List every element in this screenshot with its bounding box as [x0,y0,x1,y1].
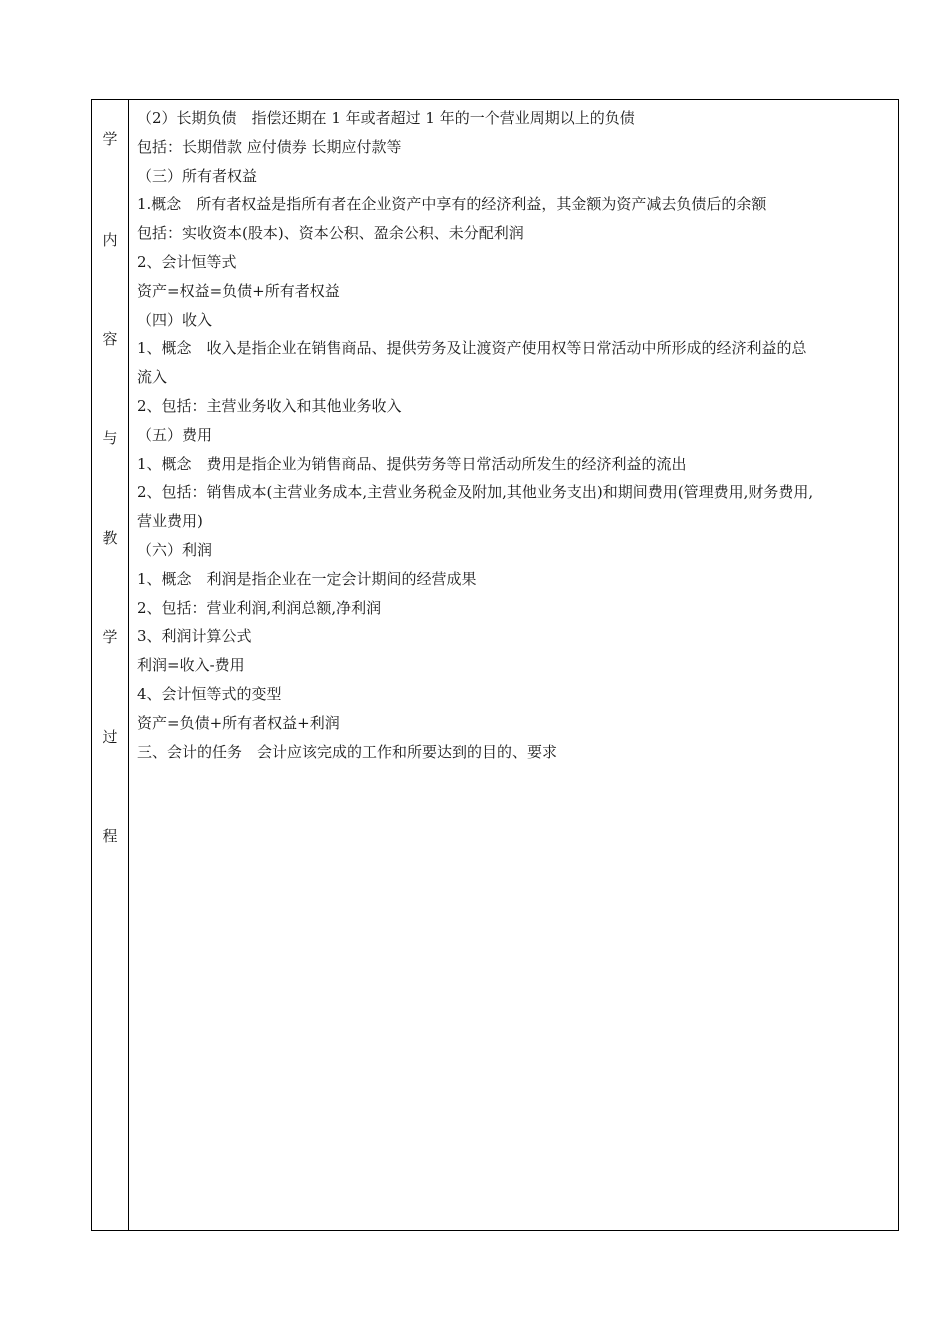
content-line: 4、会计恒等式的变型 [137,684,282,703]
content-line: 资产=权益=负债+所有者权益 [137,281,340,300]
content-line: 三、会计的任务 会计应该完成的工作和所要达到的目的、要求 [137,742,558,761]
content-line: 资产=负债+所有者权益+利润 [137,713,340,732]
content-line: 包括：长期借款 应付债券 长期应付款等 [137,137,402,156]
content-line: （六）利润 [137,540,213,559]
content-line: （五）费用 [137,425,213,444]
content-line: 流入 [137,368,168,387]
content-line: 1、概念 费用是指企业为销售商品、提供劳务等日常活动所发生的经济利益的流出 [137,454,687,473]
content-line: 3、利润计算公式 [137,627,252,646]
lesson-table [91,99,899,1231]
content-line: 1.概念 所有者权益是指所有者在企业资产中享有的经济利益，其金额为资产减去负债后的余额 [137,195,767,214]
lesson-content [137,104,892,766]
section-label-char: 过 [102,728,118,746]
section-label-char: 程 [102,827,118,845]
content-line: 2、包括：主营业务收入和其他业务收入 [137,396,402,415]
content-line: 包括：实收资本(股本)、资本公积、盈余公积、未分配利润 [137,224,524,243]
section-label-column [92,100,129,1230]
section-label-char: 学 [102,130,118,148]
section-label-char: 与 [102,429,118,447]
content-line: （2）长期负债 指偿还期在 1 年或者超过 1 年的一个营业周期以上的负债 [137,109,635,127]
section-label-char: 容 [102,330,118,348]
content-line: 营业费用) [137,512,203,531]
section-label-char: 内 [102,231,118,249]
content-line: （四）收入 [137,310,213,329]
content-line: （三）所有者权益 [137,166,258,185]
content-line: 2、包括：销售成本(主营业务成本,主营业务税金及附加,其他业务支出)和期间费用(管理费用,财务费用, [137,483,814,502]
section-label-char: 学 [102,628,118,646]
section-label-char: 教 [102,529,118,547]
content-line: 2、包括：营业利润,利润总额,净利润 [137,598,382,617]
content-line: 1、概念 利润是指企业在一定会计期间的经营成果 [137,569,477,588]
content-line: 1、概念 收入是指企业在销售商品、提供劳务及让渡资产使用权等日常活动中所形成的经济利益的总 [137,339,807,358]
content-line: 2、会计恒等式 [137,252,237,271]
content-line: 利润=收入-费用 [137,656,245,675]
